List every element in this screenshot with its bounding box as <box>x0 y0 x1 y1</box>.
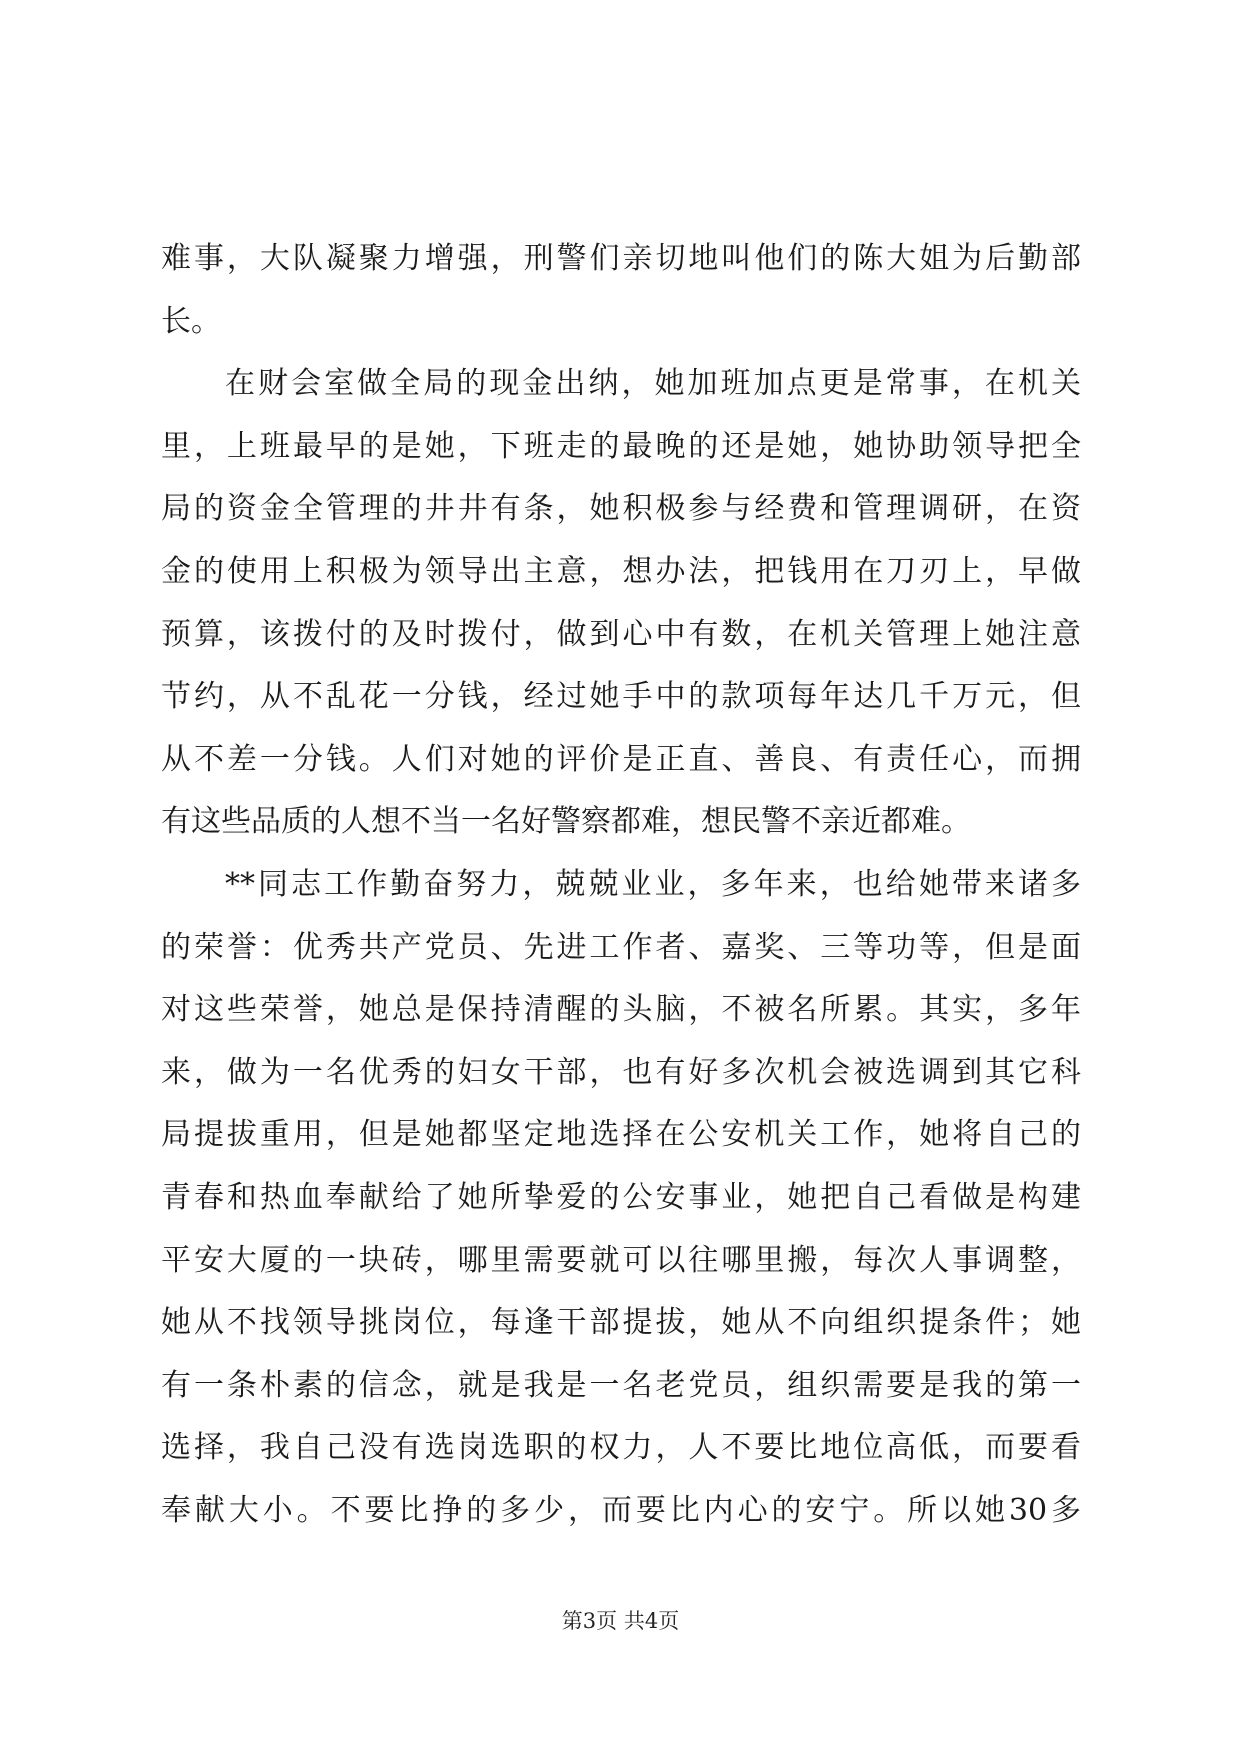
text-line: 在财会室做全局的现金出纳，她加班加点更是常事，在机关 <box>225 366 1081 402</box>
text-line: 她从不找领导挑岗位，每逢干部提拔，她从不向组织提条件；她 <box>161 1305 1081 1341</box>
text-line: 的荣誉：优秀共产党员、先进工作者、嘉奖、三等功等，但是面 <box>161 929 1081 965</box>
text-line: 有一条朴素的信念，就是我是一名老党员，组织需要是我的第一 <box>161 1367 1081 1403</box>
text-line: 选择，我自己没有选岗选职的权力，人不要比地位高低，而要看 <box>161 1430 1081 1466</box>
text-line: 金的使用上积极为领导出主意，想办法，把钱用在刀刃上，早做 <box>161 553 1081 589</box>
text-line: 里，上班最早的是她，下班走的最晚的还是她，她协助领导把全 <box>161 428 1081 464</box>
body-text <box>161 228 1081 1542</box>
page-footer <box>0 1606 1241 1636</box>
text-line: 难事，大队凝聚力增强，刑警们亲切地叫他们的陈大姐为后勤部 <box>161 241 1081 276</box>
text-line: 从不差一分钱。人们对她的评价是正直、善良、有责任心，而拥 <box>161 741 1081 777</box>
text-line: 局的资金全管理的井井有条，她积极参与经费和管理调研，在资 <box>161 491 1081 527</box>
text-line: 青春和热血奉献给了她所挚爱的公安事业，她把自己看做是构建 <box>161 1179 1081 1215</box>
text-line: 长。 <box>161 303 221 339</box>
text-line: 预算，该拨付的及时拨付，做到心中有数，在机关管理上她注意 <box>161 616 1081 652</box>
text-line: 有这些品质的人想不当一名好警察都难，想民警不亲近都难。 <box>161 804 971 840</box>
text-line: 奉献大小。不要比挣的多少，而要比内心的安宁。所以她30多 <box>161 1492 1081 1528</box>
text-line: 平安大厦的一块砖，哪里需要就可以往哪里搬，每次人事调整， <box>161 1242 1081 1278</box>
text-line: 节约，从不乱花一分钱，经过她手中的款项每年达几千万元，但 <box>161 679 1081 715</box>
text-line: 对这些荣誉，她总是保持清醒的头脑，不被名所累。其实，多年 <box>161 992 1081 1028</box>
text-line: 来，做为一名优秀的妇女干部，也有好多次机会被选调到其它科 <box>161 1054 1081 1090</box>
text-line: 局提拔重用，但是她都坚定地选择在公安机关工作，她将自己的 <box>161 1117 1081 1153</box>
page-number-label: 第3页 共4页 <box>561 1609 680 1633</box>
text-line: **同志工作勤奋努力，兢兢业业，多年来，也给她带来诸多 <box>225 866 1081 902</box>
